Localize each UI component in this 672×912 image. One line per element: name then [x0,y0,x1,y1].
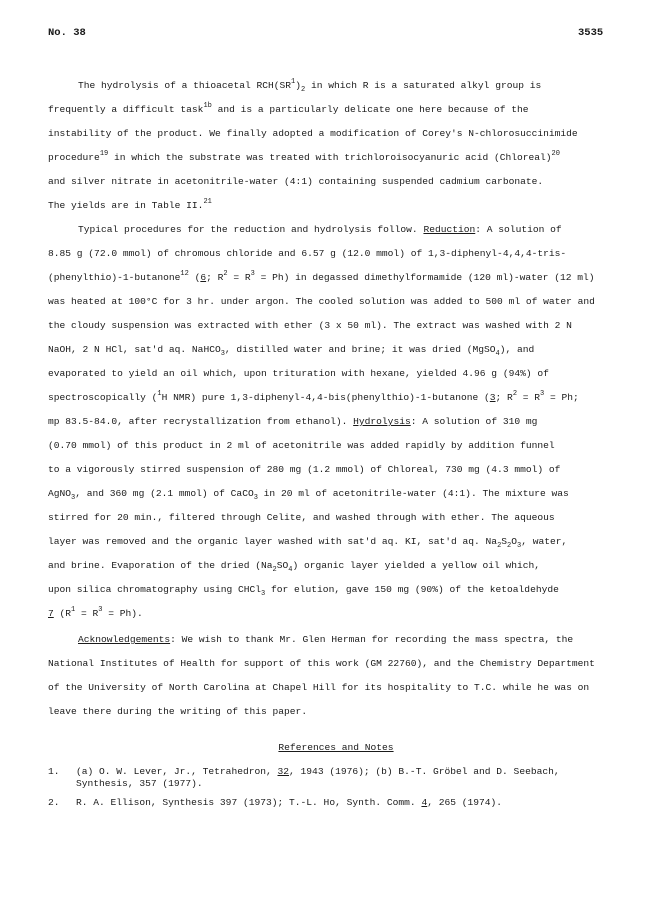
text-line: evaporated to yield an oil which, upon trituration with hexane, yielded 4.96 g (94%) of [48,368,549,379]
volume-number: 4 [421,797,428,808]
text-line: stirred for 20 min., filtered through Celite, and washed through with ether. The aqueous [48,512,555,523]
acknowledgements-heading: Acknowledgements [78,634,171,645]
reference-number: 1. [48,766,60,777]
reduction-heading: Reduction [423,224,476,235]
text-line: and silver nitrate in acetonitrile-water (4:1) containing suspended cadmium carbonate. [48,176,544,187]
text-line: instability of the product. We finally adopted a modification of Corey's N-chlorosuccinimide [48,128,578,139]
text-line: mp 83.5-84.0, after recrystallization from ethanol). Hydrolysis: A solution of 310 mg [48,416,538,427]
compound-number: 6 [200,272,207,283]
reference-text: Synthesis, 357 (1977). [76,778,203,789]
compound-number: 7 [48,608,54,619]
references-title: References and Notes [278,742,394,753]
text-line: (phenylthio)-1-butanone$^{12}$ (6; $R^2 = R^3 = Ph$) in degassed dimethylformamide (120 ml)-water (12 ml) [48,269,595,283]
text-line: frequently a difficult task$^{1b}$ and is a particularly delicate one here because of the [48,101,529,115]
text-line: The hydrolysis of a thioacetal $RCH(SR^1)_2$ in which R is a saturated alkyl group is [78,77,542,94]
text-line: layer was removed and the organic layer washed with sat'd aq. KI, sat'd aq. $Na_2S_2O_3$, water, [48,536,568,550]
page-number: 3535 [578,27,604,39]
hydrolysis-heading: Hydrolysis [353,416,411,427]
volume-number: 32 [277,766,290,777]
text-line: National Institutes of Health for support of this work (GM 22760), and the Chemistry Department [48,658,595,669]
text-line: 8.85 g (72.0 mmol) of chromous chloride and 6.57 g (12.0 mmol) of 1,3-diphenyl-4,4,4-tris- [48,248,567,259]
text-line: spectroscopically ($^1$H NMR) pure 1,3-diphenyl-4,4-bis(phenylthio)-1-butanone (3; $R^2 = R^3 = Ph$; [48,389,579,403]
text-line: was heated at 100°C for 3 hr. under argon. The cooled solution was added to 500 ml of water and [48,296,595,307]
text-line: (0.70 mmol) of this product in 2 ml of acetonitrile was added rapidly by addition funnel [48,440,555,451]
reference-text: (a) O. W. Lever, Jr., Tetrahedron, 32, 1943 (1976); (b) B.-T. Gröbel and D. Seebach, [76,766,560,777]
text-line: NaOH, 2 N HCl, sat'd aq. NaHCO$_3$, distilled water and brine; it was dried (MgSO$_4$), and [48,344,535,358]
text-line: The yields are in Table II.$^{21}$ [48,197,212,211]
text-line: Acknowledgements: We wish to thank Mr. Glen Herman for recording the mass spectra, the [78,634,574,645]
text-line: Typical procedures for the reduction and hydrolysis follow. Reduction: A solution of [78,224,562,235]
text-line: to a vigorously stirred suspension of 280 mg (1.2 mmol) of Chloreal, 730 mg (4.3 mmol) of [48,464,561,475]
text-line: of the University of North Carolina at Chapel Hill for its hospitality to T.C. while he was on [48,682,590,693]
text-line: upon silica chromatography using CHCl$_3$ for elution, gave 150 mg (90%) of the ketoaldehyde [48,584,559,598]
text-line: leave there during the writing of this paper. [48,706,308,717]
text-line: AgNO$_3$, and 360 mg (2.1 mmol) of CaCO$_3$ in 20 ml of acetonitrile-water (4:1). The mixture was [48,488,569,502]
text-line: procedure$^{19}$ in which the substrate was treated with trichloroisocyanuric acid (Chloreal)$^{20}$ [48,149,560,163]
text-line: 7 $(R^1 = R^3 = Ph)$. [48,605,143,619]
reference-text: R. A. Ellison, Synthesis 397 (1973); T.-L. Ho, Synth. Comm. 4, 265 (1974). [76,797,503,808]
text-line: and brine. Evaporation of the dried $(Na_2SO_4)$ organic layer yielded a yellow oil which, [48,560,541,574]
reference-number: 2. [48,797,60,808]
text-line: the cloudy suspension was extracted with ether (3 x 50 ml). The extract was washed with 2 N [48,320,572,331]
compound-number: 3 [489,392,496,403]
journal-issue-number: No. 38 [48,27,86,39]
